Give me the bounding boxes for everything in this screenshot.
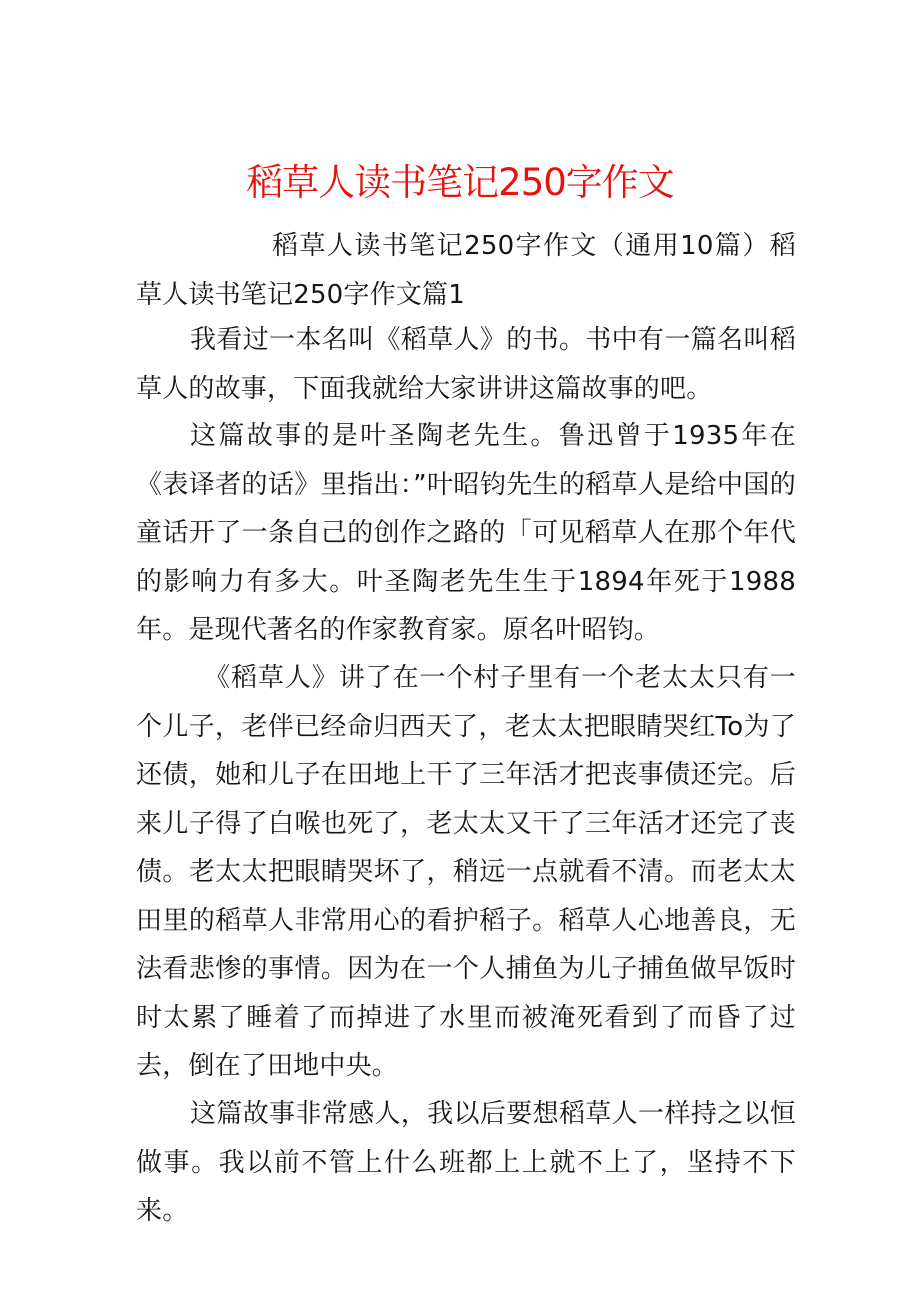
document-subtitle — [136, 222, 796, 319]
paragraph-2 — [136, 412, 796, 655]
paragraph-text: 《稻草人》讲了在一个村子里有一个老太太只有一个儿子，老伴已经命归西天了，老太太把眼睛哭红To为了还债，她和儿子在田地上干了三年活才把丧事债还完。后来儿子得了白喉也死了，老太太又干了三年活才还完了丧债。老太太把眼睛哭坏了，稍远一点就看不清。而老太太田里的稻草人非常用心的看护稻子。稻草人心地善良，无法看悲惨的事情。因为在一个人捕鱼为儿子捕鱼做早饭时时太累了睡着了而掉进了水里而被淹死看到了而昏了过去，倒在了田地中央。 — [136, 663, 796, 1081]
paragraph-1 — [136, 316, 796, 413]
paragraph-text: 这篇故事非常感人，我以后要想稻草人一样持之以恒做事。我以前不管上什么班都上上就不上了，坚持不下来。 — [136, 1099, 796, 1226]
paragraph-3 — [136, 654, 796, 1091]
paragraph-text: 我看过一本名叫《稻草人》的书。书中有一篇名叫稻草人的故事，下面我就给大家讲讲这篇故事的吧。 — [136, 325, 796, 404]
paragraph-4 — [136, 1090, 796, 1236]
subtitle-text: 稻草人读书笔记250字作文（通用10篇）稻草人读书笔记250字作文篇1 — [136, 231, 796, 310]
paragraph-text: 这篇故事的是叶圣陶老先生。鲁迅曾于1935年在《表译者的话》里指出：”叶昭钧先生的稻草人是给中国的童话开了一条自己的创作之路的「可见稻草人在那个年代的影响力有多大。叶圣陶老先生生于1894年死于1988年。是现代著名的作家教育家。原名叶昭钧。 — [136, 421, 796, 645]
page-title: 稻草人读书笔记250字作文 — [246, 161, 674, 204]
